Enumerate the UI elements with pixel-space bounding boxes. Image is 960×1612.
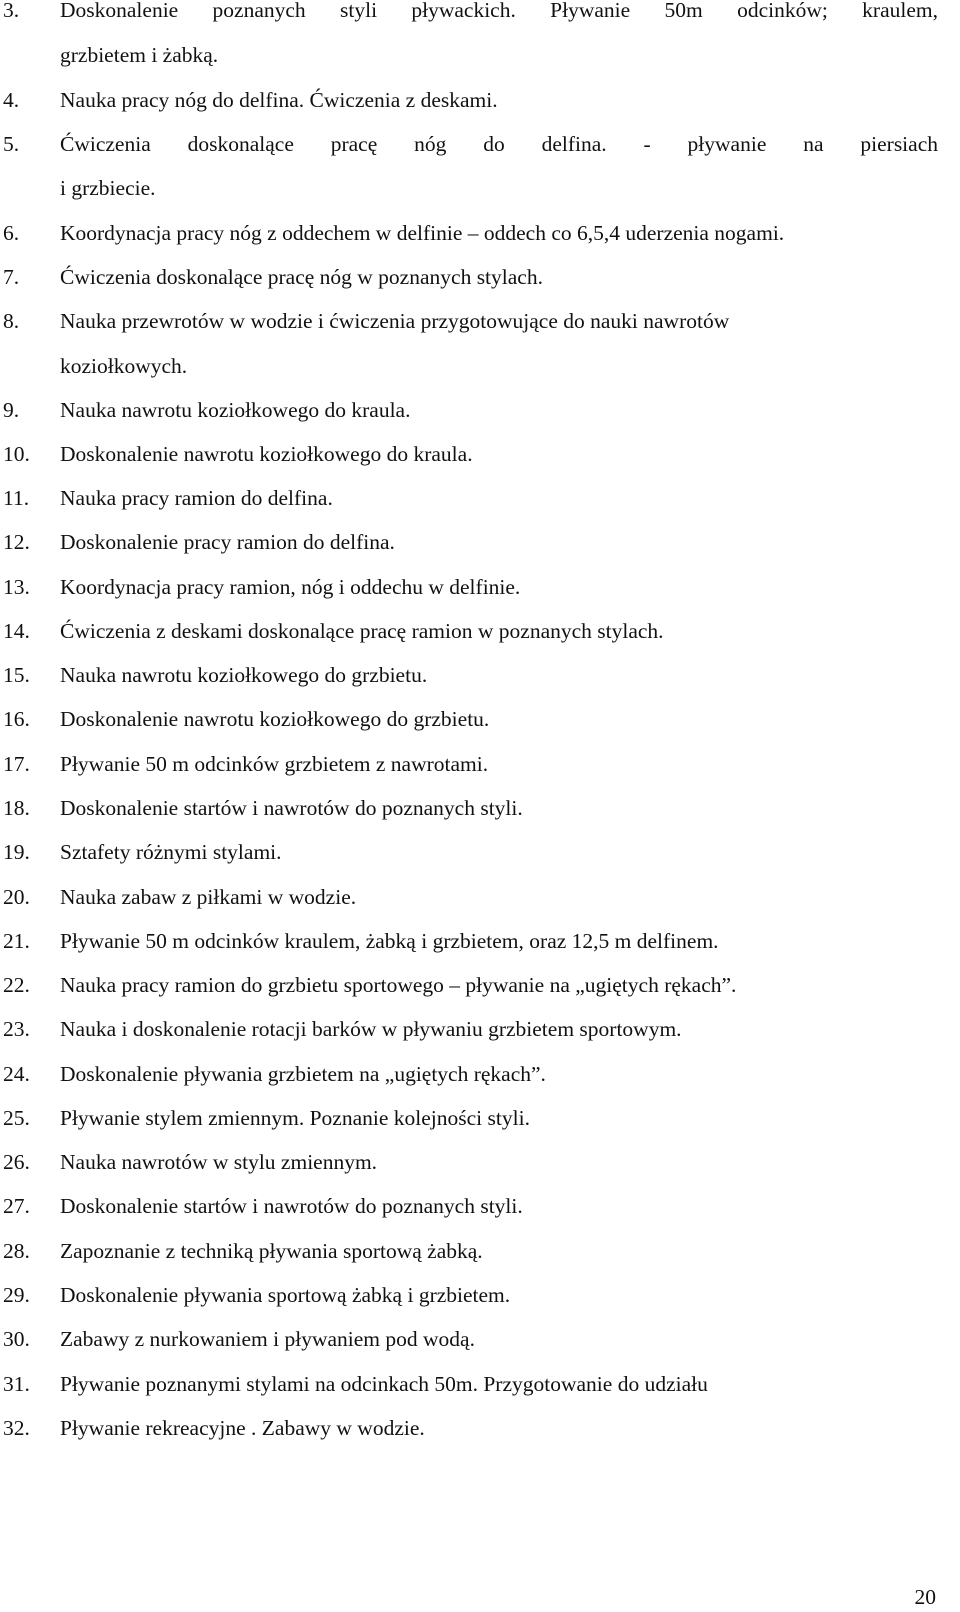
list-number: 15. — [3, 663, 30, 687]
list-number: 29. — [3, 1283, 30, 1307]
list-number: 5. — [3, 132, 20, 156]
list-number: 22. — [3, 973, 30, 997]
list-text: Doskonalenie pływania grzbietem na „ugiętych rękach”. — [60, 1062, 546, 1086]
list-number: 6. — [3, 221, 20, 245]
list-text-continuation: i grzbiecie. — [60, 176, 156, 200]
list-text-continuation: grzbietem i żabką. — [60, 43, 219, 67]
list-text: Ćwiczenia doskonalące pracę nóg do delfina. - pływanie na piersiach — [60, 132, 938, 156]
list-text: Ćwiczenia doskonalące pracę nóg w poznanych stylach. — [60, 265, 543, 289]
list-text-continuation: koziołkowych. — [60, 354, 188, 378]
list-text: Koordynacja pracy ramion, nóg i oddechu w delfinie. — [60, 575, 521, 599]
list-text: Doskonalenie poznanych stylі pływackich. Pływanie 50m odcinków; kraulem, — [60, 0, 938, 22]
list-text: Nauka i doskonalenie rotacji barków w pływaniu grzbietem sportowym. — [60, 1017, 682, 1041]
list-text: Doskonalenie startów i nawrotów do poznanych styli. — [60, 796, 523, 820]
list-number: 26. — [3, 1150, 30, 1174]
list-number: 16. — [3, 707, 30, 731]
list-number: 20. — [3, 885, 30, 909]
list-text: Nauka zabaw z piłkami w wodzie. — [60, 885, 357, 909]
list-text: Doskonalenie nawrotu koziołkowego do kraula. — [60, 442, 473, 466]
list-number: 10. — [3, 442, 30, 466]
list-text: Doskonalenie startów i nawrotów do poznanych styli. — [60, 1194, 523, 1218]
list-number: 24. — [3, 1062, 30, 1086]
list-text: Pływanie rekreacyjne . Zabawy w wodzie. — [60, 1416, 425, 1440]
list-text: Nauka nawrotów w stylu zmiennym. — [60, 1150, 378, 1174]
list-number: 11. — [3, 486, 30, 510]
list-text: Pływanie 50 m odcinków kraulem, żabką i grzbietem, oraz 12,5 m delfinem. — [60, 929, 719, 953]
list-text: Koordynacja pracy nóg z oddechem w delfinie – oddech co 6,5,4 uderzenia nogami. — [60, 221, 785, 245]
list-text: Doskonalenie pracy ramion do delfina. — [60, 530, 395, 554]
list-text: Pływanie 50 m odcinków grzbietem z nawrotami. — [60, 752, 489, 776]
list-number: 31. — [3, 1372, 30, 1396]
list-text: Sztafety różnymi stylami. — [60, 840, 282, 864]
list-text: Nauka pracy ramion do delfina. — [60, 486, 333, 510]
list-number: 21. — [3, 929, 30, 953]
list-number: 3. — [3, 0, 20, 22]
list-text: Nauka przewrotów w wodzie i ćwiczenia przygotowujące do nauki nawrotów — [60, 309, 730, 333]
list-text: Pływanie stylem zmiennym. Poznanie kolejności styli. — [60, 1106, 530, 1130]
list-number: 13. — [3, 575, 30, 599]
list-text: Doskonalenie pływania sportową żabką i grzbietem. — [60, 1283, 511, 1307]
list-number: 19. — [3, 840, 30, 864]
list-number: 18. — [3, 796, 30, 820]
list-number: 8. — [3, 309, 20, 333]
list-text: Nauka nawrotu koziołkowego do kraula. — [60, 398, 411, 422]
list-number: 27. — [3, 1194, 30, 1218]
list-text: Doskonalenie nawrotu koziołkowego do grzbietu. — [60, 707, 490, 731]
list-number: 9. — [3, 398, 20, 422]
list-number: 23. — [3, 1017, 30, 1041]
list-number: 32. — [3, 1416, 30, 1440]
list-text: Zabawy z nurkowaniem i pływaniem pod wodą. — [60, 1327, 475, 1351]
list-text: Ćwiczenia z deskami doskonalące pracę ramion w poznanych stylach. — [60, 619, 664, 643]
list-number: 4. — [3, 88, 20, 112]
page-number: 20 — [914, 1585, 936, 1609]
list-number: 25. — [3, 1106, 30, 1130]
list-number: 14. — [3, 619, 30, 643]
list-text: Nauka nawrotu koziołkowego do grzbietu. — [60, 663, 428, 687]
list-text: Nauka pracy nóg do delfina. Ćwiczenia z deskami. — [60, 88, 498, 112]
list-number: 17. — [3, 752, 30, 776]
list-number: 12. — [3, 530, 30, 554]
list-number: 30. — [3, 1327, 30, 1351]
list-number: 7. — [3, 265, 20, 289]
list-text: Pływanie poznanymi stylami na odcinkach 50m. Przygotowanie do udziału — [60, 1372, 708, 1396]
list-text: Zapoznanie z techniką pływania sportową żabką. — [60, 1239, 483, 1263]
list-number: 28. — [3, 1239, 30, 1263]
list-text: Nauka pracy ramion do grzbietu sportowego – pływanie na „ugiętych rękach”. — [60, 973, 737, 997]
